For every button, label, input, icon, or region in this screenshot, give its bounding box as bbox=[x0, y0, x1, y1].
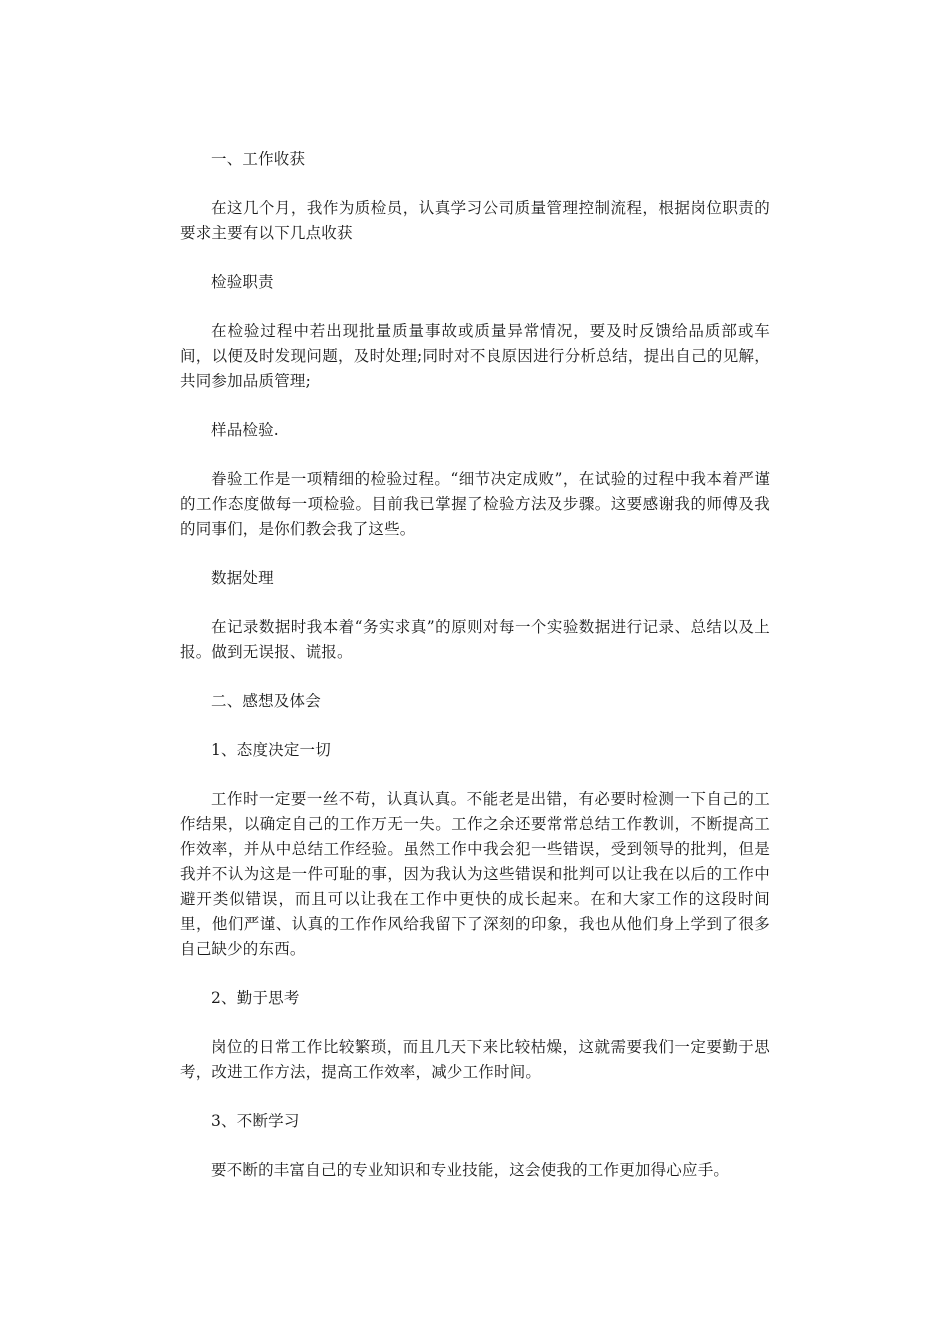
subheading-data-processing: 数据处理 bbox=[211, 569, 274, 587]
paragraph-sample-inspection: 眷验工作是一项精细的检验过程。“细节决定成败”，在试验的过程中我本着严谨的工作态度做每一项检验。目前我已掌握了检验方法及步骤。这要感谢我的师傅及我的同事们，是你们教会我了这些。 bbox=[180, 470, 770, 538]
subheading-sample-inspection: 样品检验. bbox=[211, 421, 279, 439]
section-heading-reflections: 二、感想及体会 bbox=[211, 692, 321, 710]
subheading-thinking: 2、勤于思考 bbox=[211, 989, 300, 1007]
subheading-attitude: 1、态度决定一切 bbox=[211, 741, 331, 759]
paragraph-inspection-duty: 在检验过程中若出现批量质量事故或质量异常情况，要及时反馈给品质部或车间，以便及时发现问题，及时处理;同时对不良原因进行分析总结，提出自己的见解，共同参加品质管理; bbox=[180, 322, 770, 390]
paragraph-data-processing: 在记录数据时我本着“务实求真”的原则对每一个实验数据进行记录、总结以及上报。做到无误报、谎报。 bbox=[180, 618, 770, 661]
subheading-inspection-duty: 检验职责 bbox=[211, 273, 274, 291]
subheading-learning: 3、不断学习 bbox=[211, 1112, 300, 1130]
section-heading-work-gains: 一、工作收获 bbox=[211, 150, 306, 168]
document-body bbox=[180, 147, 770, 1207]
paragraph-learning: 要不断的丰富自己的专业知识和专业技能，这会使我的工作更加得心应手。 bbox=[211, 1161, 730, 1179]
paragraph-intro: 在这几个月，我作为质检员，认真学习公司质量管理控制流程，根据岗位职责的要求主要有以下几点收获 bbox=[180, 199, 770, 242]
paragraph-thinking: 岗位的日常工作比较繁琐，而且几天下来比较枯燥，这就需要我们一定要勤于思考，改进工作方法，提高工作效率，减少工作时间。 bbox=[180, 1038, 770, 1081]
paragraph-attitude: 工作时一定要一丝不苟，认真认真。不能老是出错，有必要时检测一下自己的工作结果，以确定自己的工作万无一失。工作之余还要常常总结工作教训，不断提高工作效率，并从中总结工作经验。虽然工作中我会犯一些错误，受到领导的批判，但是我并不认为这是一件可耻的事，因为我认为这些错误和批判可以让我在以后的工作中避开类似错误，而且可以让我在工作中更快的成长起来。在和大家工作的这段时间里，他们严谨、认真的工作作风给我留下了深刻的印象，我也从他们身上学到了很多自己缺少的东西。 bbox=[180, 790, 770, 958]
